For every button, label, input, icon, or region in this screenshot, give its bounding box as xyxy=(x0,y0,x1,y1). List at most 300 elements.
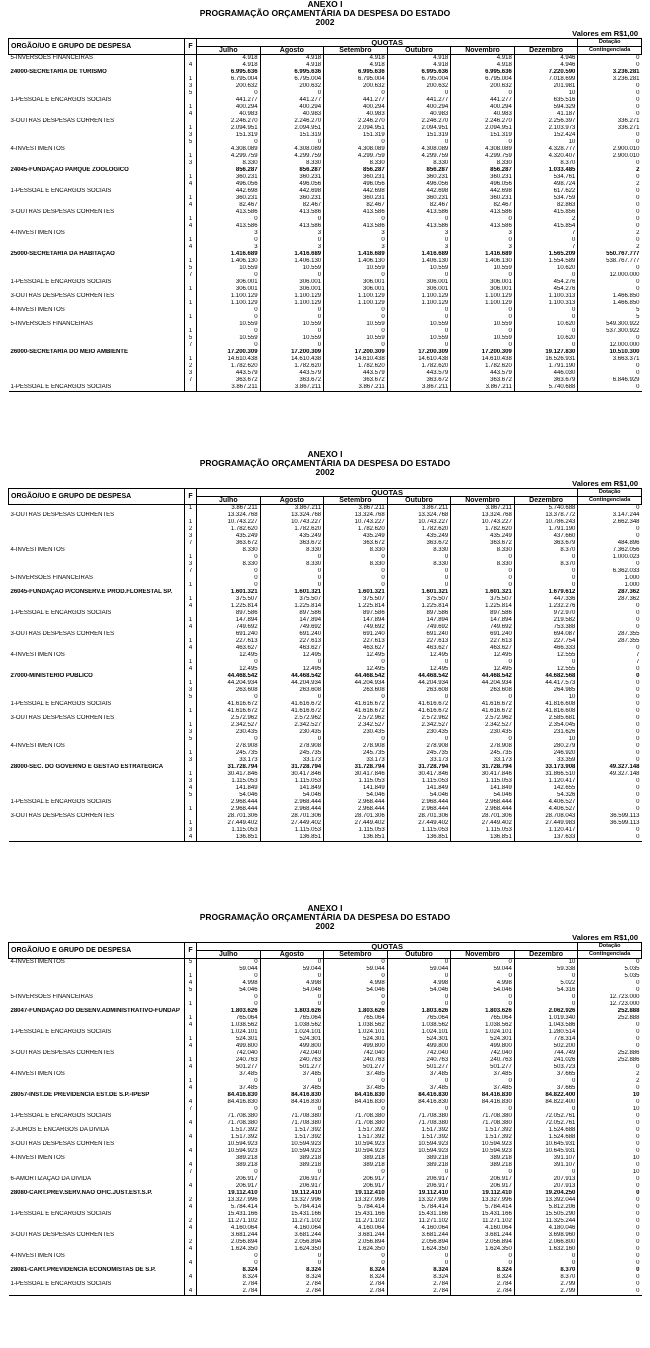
row-label xyxy=(9,1120,185,1127)
row-value: 0 xyxy=(578,987,642,994)
row-label xyxy=(9,638,185,645)
row-value: 5.740.688 xyxy=(514,384,578,392)
row-fonte xyxy=(185,349,197,356)
row-value: 11.271.102 xyxy=(260,1218,324,1225)
table-row xyxy=(9,652,642,659)
row-label xyxy=(9,342,185,349)
row-value: 0 xyxy=(260,694,324,701)
row-fonte: 3 xyxy=(185,132,197,139)
row-value: 151.319 xyxy=(260,132,324,139)
row-value: 1.791.190 xyxy=(514,363,578,370)
row-value: 1.120.417 xyxy=(514,778,578,785)
row-value: 435.249 xyxy=(197,533,261,540)
row-value: 10 xyxy=(514,959,578,967)
table-row xyxy=(9,1218,642,1225)
row-fonte: 1 xyxy=(185,328,197,335)
row-fonte xyxy=(185,547,197,554)
row-value: 245.735 xyxy=(197,750,261,757)
row-value: 0 xyxy=(514,1078,578,1085)
row-value: 30.417.846 xyxy=(260,771,324,778)
row-value: 856.287 xyxy=(260,167,324,174)
row-value: 2.342.527 xyxy=(324,722,388,729)
row-label: 1-PESSOAL E ENCARGOS SOCIAIS xyxy=(10,1211,112,1217)
row-value: 10.594.923 xyxy=(197,1148,261,1155)
row-label xyxy=(9,1078,185,1085)
row-value: 3.681.244 xyxy=(387,1232,451,1239)
row-value: 391.107 xyxy=(514,1155,578,1162)
table-row xyxy=(9,1029,642,1036)
row-value: 499.800 xyxy=(451,1043,515,1050)
row-fonte xyxy=(185,293,197,300)
row-value: 0 xyxy=(387,314,451,321)
row-value: 4.998 xyxy=(324,980,388,987)
row-fonte: 5 xyxy=(185,265,197,272)
row-label xyxy=(9,286,185,293)
row-value: 4.299.759 xyxy=(197,153,261,160)
row-value: 15.431.166 xyxy=(387,1211,451,1218)
row-fonte: 4 xyxy=(185,244,197,251)
row-value: 252.888 xyxy=(578,1008,642,1015)
table-row xyxy=(9,1204,642,1211)
row-value: 441.277 xyxy=(324,97,388,104)
row-label: 27000-MINISTÉRIO PÚBLICO xyxy=(10,673,93,679)
row-value: 0 xyxy=(514,1106,578,1113)
row-value: 0 xyxy=(387,1260,451,1267)
table-row xyxy=(9,820,642,827)
row-value: 12.495 xyxy=(197,666,261,673)
row-value: 12.495 xyxy=(324,666,388,673)
row-value: 54.046 xyxy=(387,792,451,799)
row-value: 765.064 xyxy=(324,1015,388,1022)
row-value: 360.231 xyxy=(197,195,261,202)
row-label xyxy=(9,83,185,90)
row-value: 2.900.010 xyxy=(578,153,642,160)
row-value: 1.115.053 xyxy=(324,778,388,785)
row-label xyxy=(9,729,185,736)
row-value: 0 xyxy=(260,314,324,321)
row-value: 3.867.211 xyxy=(260,505,324,513)
row-value: 306.001 xyxy=(324,279,388,286)
row-fonte xyxy=(185,743,197,750)
row-value: 2.968.444 xyxy=(451,799,515,806)
row-fonte: 4 xyxy=(185,202,197,209)
row-value: 1.524.688 xyxy=(514,1134,578,1141)
row-value: 40.983 xyxy=(387,111,451,118)
row-value: 0 xyxy=(451,736,515,743)
row-value: 13.324.768 xyxy=(197,512,261,519)
row-value: 37.485 xyxy=(451,1085,515,1092)
row-value: 278.908 xyxy=(260,743,324,750)
row-value: 206.917 xyxy=(324,1176,388,1183)
row-label xyxy=(9,1015,185,1022)
row-fonte: 4 xyxy=(185,223,197,230)
row-label xyxy=(9,111,185,118)
row-fonte: 3 xyxy=(185,687,197,694)
row-value: 287.355 xyxy=(578,638,642,645)
row-fonte: 2 xyxy=(185,1218,197,1225)
row-value: 0 xyxy=(578,83,642,90)
row-label xyxy=(9,966,185,973)
row-value: 151.319 xyxy=(197,132,261,139)
row-value: 0 xyxy=(578,827,642,834)
row-value: 1.115.053 xyxy=(197,827,261,834)
row-fonte: 1 xyxy=(185,300,197,307)
row-value: 749.692 xyxy=(387,624,451,631)
row-value: 1.782.620 xyxy=(197,526,261,533)
row-value: 82.863 xyxy=(514,202,578,209)
row-value: 463.627 xyxy=(451,645,515,652)
table-row xyxy=(9,1225,642,1232)
row-value: 0 xyxy=(451,575,515,582)
row-value: 10 xyxy=(514,139,578,146)
row-fonte: 1 xyxy=(185,820,197,827)
row-value: 0 xyxy=(578,90,642,97)
row-value: 147.894 xyxy=(197,617,261,624)
row-fonte: 1 xyxy=(185,76,197,83)
row-value: 1.466.850 xyxy=(578,300,642,307)
row-fonte: 4 xyxy=(185,1246,197,1253)
row-value: 84.416.830 xyxy=(451,1099,515,1106)
row-value: 0 xyxy=(197,959,261,967)
row-value: 463.627 xyxy=(324,645,388,652)
row-value: 389.218 xyxy=(260,1155,324,1162)
row-value: 3 xyxy=(451,230,515,237)
row-fonte: 1 xyxy=(185,1036,197,1043)
row-value: 0 xyxy=(387,90,451,97)
row-value: 499.800 xyxy=(197,1043,261,1050)
row-label xyxy=(9,132,185,139)
row-value: 3.867.211 xyxy=(324,505,388,513)
row-value: 8.330 xyxy=(260,160,324,167)
row-value: 17.200.309 xyxy=(324,349,388,356)
row-value: 206.917 xyxy=(387,1176,451,1183)
row-value: 4.308.089 xyxy=(324,146,388,153)
row-value: 230.435 xyxy=(324,729,388,736)
row-value: 389.218 xyxy=(260,1162,324,1169)
row-value: 41.616.672 xyxy=(451,708,515,715)
row-label xyxy=(9,335,185,342)
row-value: 0 xyxy=(260,272,324,279)
table-row xyxy=(9,687,642,694)
row-label: 2-JUROS E ENCARGOS DA DÍVIDA xyxy=(10,1127,110,1133)
row-value: 446.030 xyxy=(514,370,578,377)
col-outubro: Outubro xyxy=(387,951,451,959)
col-dotacao: Dotação xyxy=(578,489,642,497)
row-value: 4.308.089 xyxy=(451,146,515,153)
row-label: 5-INVERSÕES FINANCEIRAS xyxy=(10,575,93,581)
row-label xyxy=(9,202,185,209)
row-value: 0 xyxy=(451,1001,515,1008)
row-value: 82.467 xyxy=(260,202,324,209)
row-value: 1.115.053 xyxy=(387,778,451,785)
row-value: 1.120.417 xyxy=(514,827,578,834)
row-fonte xyxy=(185,1267,197,1274)
row-value: 0 xyxy=(324,342,388,349)
row-value: 2.784 xyxy=(451,1288,515,1296)
row-value: 33.173 xyxy=(387,757,451,764)
row-fonte: 4 xyxy=(185,1085,197,1092)
row-value: 400.294 xyxy=(451,104,515,111)
row-value: 765.064 xyxy=(387,1015,451,1022)
row-value: 4.299.759 xyxy=(260,153,324,160)
row-value: 0 xyxy=(387,994,451,1001)
row-value: 151.319 xyxy=(451,132,515,139)
row-value: 8.330 xyxy=(197,160,261,167)
row-fonte xyxy=(185,701,197,708)
budget-table xyxy=(8,38,642,392)
row-fonte xyxy=(185,1008,197,1015)
row-value: 1.601.321 xyxy=(324,589,388,596)
row-fonte: 1 xyxy=(185,1078,197,1085)
table-row xyxy=(9,603,642,610)
row-value: 10.559 xyxy=(324,335,388,342)
row-value: 0 xyxy=(578,286,642,293)
row-value: 1.225.814 xyxy=(197,603,261,610)
row-fonte: 5 xyxy=(185,139,197,146)
row-value: 263.608 xyxy=(451,687,515,694)
row-fonte: 4 xyxy=(185,1120,197,1127)
row-label xyxy=(9,237,185,244)
row-value: 524.301 xyxy=(387,1036,451,1043)
row-label: 3-OUTRAS DESPESAS CORRENTES xyxy=(10,118,115,124)
row-value: 2.784 xyxy=(387,1281,451,1288)
row-label xyxy=(9,617,185,624)
row-value: 8.330 xyxy=(324,561,388,568)
row-value: 1.225.814 xyxy=(324,603,388,610)
row-value: 856.287 xyxy=(387,167,451,174)
row-value: 10 xyxy=(578,1092,642,1099)
row-fonte: 7 xyxy=(185,1169,197,1176)
row-value: 84.416.830 xyxy=(197,1092,261,1099)
table-row xyxy=(9,1036,642,1043)
table-row xyxy=(9,708,642,715)
row-value: 0 xyxy=(451,237,515,244)
row-value: 0 xyxy=(197,575,261,582)
row-label: 1-PESSOAL E ENCARGOS SOCIAIS xyxy=(10,610,112,616)
col-org: ORGÃO/UO E GRUPO DE DESPESA xyxy=(9,943,185,959)
row-value: 28.701.306 xyxy=(451,813,515,820)
row-value: 4.308.089 xyxy=(387,146,451,153)
row-value: 0 xyxy=(514,1253,578,1260)
row-fonte: 1 xyxy=(185,554,197,561)
row-value: 0 xyxy=(578,1204,642,1211)
header-title: PROGRAMAÇÃO ORÇAMENTÁRIA DA DESPESA DO ESTADO xyxy=(199,912,451,922)
table-row xyxy=(9,244,642,251)
row-value: 10.645.931 xyxy=(514,1141,578,1148)
row-value: 0 xyxy=(260,973,324,980)
row-value: 10.620 xyxy=(514,335,578,342)
table-row xyxy=(9,785,642,792)
row-value: 227.613 xyxy=(260,638,324,645)
row-value: 0 xyxy=(578,195,642,202)
row-fonte xyxy=(185,799,197,806)
row-value: 137.633 xyxy=(514,834,578,842)
row-label xyxy=(9,356,185,363)
row-fonte: 4 xyxy=(185,1288,197,1296)
row-value: 8.330 xyxy=(324,160,388,167)
row-fonte xyxy=(185,1155,197,1162)
row-value: 0 xyxy=(514,568,578,575)
row-value: 391.107 xyxy=(514,1162,578,1169)
row-fonte xyxy=(185,97,197,104)
row-value: 27.449.402 xyxy=(387,820,451,827)
row-label xyxy=(9,1148,185,1155)
row-value: 71.708.380 xyxy=(260,1113,324,1120)
row-value: 6.995.636 xyxy=(387,69,451,76)
row-value: 0 xyxy=(578,736,642,743)
row-value: 363.679 xyxy=(514,377,578,384)
row-value: 3.236.281 xyxy=(578,69,642,76)
row-value: 0 xyxy=(260,659,324,666)
row-fonte: 1 xyxy=(185,708,197,715)
row-value: 0 xyxy=(578,1148,642,1155)
row-value: 1.517.392 xyxy=(387,1127,451,1134)
row-value: 41.616.672 xyxy=(387,708,451,715)
row-fonte xyxy=(185,1232,197,1239)
row-value: 0 xyxy=(578,603,642,610)
row-label: 3-OUTRAS DESPESAS CORRENTES xyxy=(10,813,115,819)
col-contingenciada: Contingenciada xyxy=(578,497,642,505)
row-fonte: 4 xyxy=(185,834,197,842)
table-row xyxy=(9,223,642,230)
row-value: 972.970 xyxy=(514,610,578,617)
table-row xyxy=(9,1057,642,1064)
row-value: 2.968.444 xyxy=(260,799,324,806)
row-value: 1.601.321 xyxy=(260,589,324,596)
row-label xyxy=(9,1099,185,1106)
row-value: 6.795.004 xyxy=(387,76,451,83)
row-value: 71.708.380 xyxy=(197,1113,261,1120)
row-value: 4.998 xyxy=(451,980,515,987)
row-value: 230.435 xyxy=(260,729,324,736)
row-value: 0 xyxy=(260,1260,324,1267)
row-value: 0 xyxy=(578,223,642,230)
row-value: 30.417.846 xyxy=(451,771,515,778)
row-value: 1.803.626 xyxy=(387,1008,451,1015)
table-row xyxy=(9,230,642,237)
row-value: 6.795.004 xyxy=(324,76,388,83)
row-value: 0 xyxy=(387,694,451,701)
row-value: 4.946 xyxy=(514,62,578,69)
row-value: 19.127.830 xyxy=(514,349,578,356)
row-label: 4-INVESTIMENTOS xyxy=(10,1155,65,1161)
row-value: 8.324 xyxy=(197,1274,261,1281)
row-value: 363.672 xyxy=(387,377,451,384)
row-value: 4.180.046 xyxy=(514,1225,578,1232)
currency-note: Valores em R$1,00 xyxy=(572,479,638,488)
header-title: PROGRAMAÇÃO ORÇAMENTÁRIA DA DESPESA DO ESTADO xyxy=(199,8,451,18)
row-value: 0 xyxy=(197,568,261,575)
row-value: 1.100.129 xyxy=(324,293,388,300)
row-value: 2.585.681 xyxy=(514,715,578,722)
row-value: 0 xyxy=(324,90,388,97)
row-value: 0 xyxy=(260,1078,324,1085)
row-value: 0 xyxy=(578,694,642,701)
row-value: 11.271.102 xyxy=(387,1218,451,1225)
row-value: 240.763 xyxy=(260,1057,324,1064)
row-value: 10.559 xyxy=(451,321,515,328)
row-value: 10.559 xyxy=(324,321,388,328)
row-value: 0 xyxy=(197,90,261,97)
row-value: 537.300.922 xyxy=(578,328,642,335)
report-page-2 xyxy=(0,449,650,840)
row-value: 2.062.926 xyxy=(514,1008,578,1015)
row-value: 765.064 xyxy=(260,1015,324,1022)
table-row xyxy=(9,216,642,223)
row-value: 15.505.290 xyxy=(514,1211,578,1218)
row-value: 28.701.306 xyxy=(324,813,388,820)
row-value: 499.800 xyxy=(324,1043,388,1050)
row-value: 8.324 xyxy=(260,1267,324,1274)
row-value: 0 xyxy=(324,736,388,743)
row-value: 443.579 xyxy=(197,370,261,377)
row-value: 252.886 xyxy=(578,1050,642,1057)
row-value: 0 xyxy=(578,104,642,111)
row-fonte: 3 xyxy=(185,160,197,167)
row-value: 0 xyxy=(260,237,324,244)
row-value: 0 xyxy=(260,582,324,589)
table-row xyxy=(9,258,642,265)
budget-table xyxy=(8,942,642,1296)
col-dotacao: Dotação xyxy=(578,943,642,951)
row-value: 0 xyxy=(578,209,642,216)
row-value: 856.287 xyxy=(197,167,261,174)
row-value: 0 xyxy=(578,1113,642,1120)
col-quotas: QUOTAS xyxy=(197,489,578,497)
row-label xyxy=(9,181,185,188)
row-value: 0 xyxy=(578,806,642,813)
row-value: 0 xyxy=(578,363,642,370)
row-value: 0 xyxy=(324,582,388,589)
row-value: 287.362 xyxy=(578,589,642,596)
table-row xyxy=(9,715,642,722)
row-value: 0 xyxy=(260,736,324,743)
row-value: 6.795.004 xyxy=(197,76,261,83)
row-value: 1.225.814 xyxy=(260,603,324,610)
row-value: 360.231 xyxy=(197,174,261,181)
row-value: 84.416.830 xyxy=(451,1092,515,1099)
row-value: 10.620 xyxy=(514,321,578,328)
row-value: 360.231 xyxy=(451,195,515,202)
row-value: 13.378.772 xyxy=(514,512,578,519)
row-value: 30.417.846 xyxy=(324,771,388,778)
row-value: 2.784 xyxy=(260,1281,324,1288)
row-fonte xyxy=(185,1113,197,1120)
row-fonte xyxy=(185,764,197,771)
row-value: 389.218 xyxy=(324,1162,388,1169)
row-value: 691.240 xyxy=(197,631,261,638)
row-value: 1.554.589 xyxy=(514,258,578,265)
row-value: 2 xyxy=(578,181,642,188)
row-value: 2.968.444 xyxy=(197,799,261,806)
row-value: 16.526.931 xyxy=(514,356,578,363)
row-label: 5-INVERSÕES FINANCEIRAS xyxy=(10,55,93,61)
row-fonte: 2 xyxy=(185,363,197,370)
row-value: 0 xyxy=(197,328,261,335)
row-value: 19.112.410 xyxy=(197,1190,261,1197)
row-value: 524.301 xyxy=(197,1036,261,1043)
row-value: 8.324 xyxy=(387,1274,451,1281)
row-value: 0 xyxy=(197,973,261,980)
row-label xyxy=(9,1169,185,1176)
table-row xyxy=(9,356,642,363)
table-row xyxy=(9,757,642,764)
row-fonte xyxy=(185,813,197,820)
row-label xyxy=(9,160,185,167)
row-value: 5.740.688 xyxy=(514,505,578,513)
row-value: 2.246.270 xyxy=(260,118,324,125)
row-label: 4-INVESTIMENTOS xyxy=(10,547,65,553)
